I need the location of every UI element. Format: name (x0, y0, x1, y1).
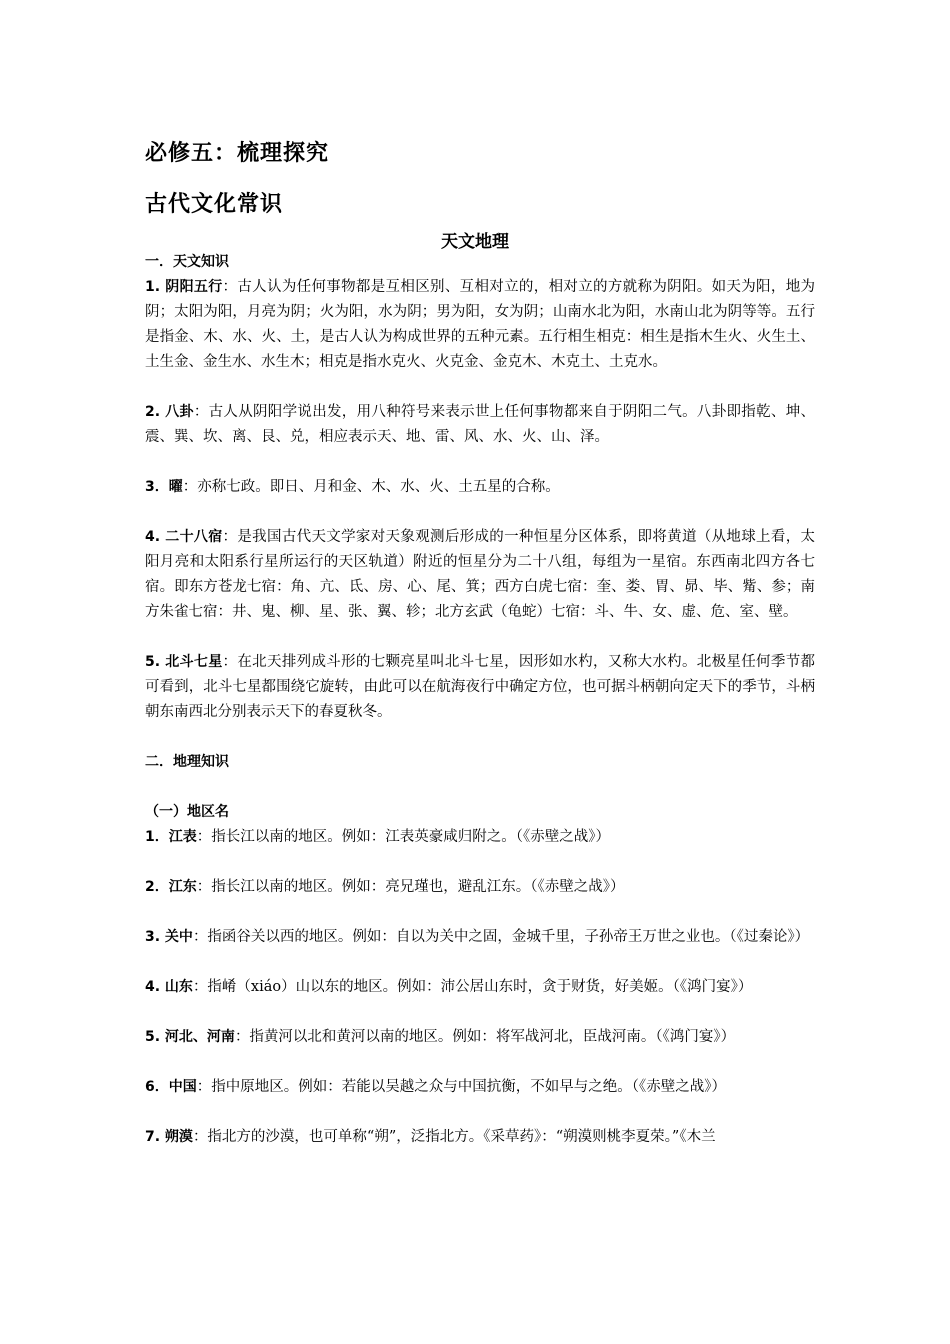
term-label: 4. 山东 (145, 979, 193, 995)
document-title: 必修五：梳理探究 (145, 141, 330, 166)
term-text: ：指长江以南的地区。例如：亮兄瑾也，避乱江东。（《赤壁之战》） (196, 879, 625, 895)
paragraph-guanzhong (145, 925, 815, 950)
term-label: 7. 朔漠 (145, 1129, 193, 1145)
term-text: ：指北方的沙漠，也可单称“朔”，泛指北方。《采草药》：“朔漠则桃李夏荣。”《木兰 (192, 1129, 716, 1145)
document-body (145, 250, 815, 1150)
paragraph-gap (145, 775, 815, 800)
term-label: 3. 关中 (145, 929, 193, 945)
paragraph-gap (145, 500, 815, 525)
paragraph-gap (145, 375, 815, 400)
term-label: 1．江表 (145, 829, 197, 845)
term-text: ：指函谷关以西的地区。例如：自以为关中之固，金城千里，子孙帝王万世之业也。（《过秦论》） (192, 929, 810, 945)
paragraph-gap (145, 450, 815, 475)
paragraph-28-mansions (145, 525, 815, 625)
subsection-heading-regions: （一）地区名 (145, 804, 229, 820)
paragraph-gap (145, 1100, 815, 1125)
term-text: ：指崤（xiáo）山以东的地区。例如：沛公居山东时，贪于财货，好美姬。（《鸿门宴》） (192, 979, 753, 995)
term-text: ：是我国古代天文学家对天象观测后形成的一种恒星分区体系，即将黄道（从地球上看，太阳月亮和太阳系行星所运行的天区轨道）附近的恒星分为二十八组，每组为一星宿。东西南北四方各七宿。即东方苍龙七宿：角、亢、氐、房、心、尾、箕；西方白虎七宿：奎、娄、胃、昴、毕、觜、参；南方朱雀七宿：井、鬼、柳、星、张、翼、轸；北方玄武（龟蛇）七宿：斗、牛、女、虚、危、室、壁。 (145, 529, 816, 620)
term-label: 1. 阴阳五行 (145, 279, 223, 295)
paragraph-gap (145, 900, 815, 925)
term-text: ：指中原地区。例如：若能以吴越之众与中国抗衡，不如早与之绝。（《赤壁之战》） (196, 1079, 726, 1095)
term-label: 6．中国 (145, 1079, 197, 1095)
term-text: ：在北天排列成斗形的七颗亮星叫北斗七星，因形如水杓，又称大水杓。北极星任何季节都可看到，北斗七星都围绕它旋转，由此可以在航海夜行中确定方位，也可据斗柄朝向定天下的季节，斗柄朝东南西北分别表示天下的春夏秋冬。 (145, 654, 816, 720)
paragraph-yinyang (145, 275, 815, 375)
section-heading-geography: 二．地理知识 (145, 754, 229, 770)
term-text: ：指黄河以北和黄河以南的地区。例如：将军战河北，臣战河南。（《鸿门宴》） (234, 1029, 736, 1045)
paragraph-zhongguo (145, 1075, 815, 1100)
term-label: 5. 北斗七星 (145, 654, 223, 670)
section-heading-astronomy: 一．天文知识 (145, 254, 229, 270)
paragraph-bagua (145, 400, 815, 450)
term-text: ：亦称七政。即日、月和金、木、水、火、土五星的合称。 (182, 479, 560, 495)
paragraph-gap (145, 725, 815, 750)
paragraph-yao (145, 475, 815, 500)
paragraph-jiangbiao (145, 825, 815, 850)
term-label: 5. 河北、河南 (145, 1029, 235, 1045)
paragraph-jiangdong (145, 875, 815, 900)
chapter-title: 天文地理 (441, 232, 509, 252)
paragraph-big-dipper (145, 650, 815, 725)
paragraph-gap (145, 850, 815, 875)
paragraph-gap (145, 1000, 815, 1025)
term-label: 4. 二十八宿 (145, 529, 223, 545)
term-text: ：古人从阴阳学说出发，用八种符号来表示世上任何事物都来自于阴阳二气。八卦即指乾、坤、震、巽、坎、离、艮、兑，相应表示天、地、雷、风、水、火、山、泽。 (145, 404, 815, 445)
paragraph-shuomo (145, 1125, 815, 1150)
paragraph-gap (145, 625, 815, 650)
paragraph-shandong (145, 975, 815, 1000)
term-label: 2．江东 (145, 879, 197, 895)
paragraph-gap (145, 950, 815, 975)
document-subtitle: 古代文化常识 (145, 192, 284, 217)
paragraph-gap (145, 1050, 815, 1075)
paragraph-hebei-henan (145, 1025, 815, 1050)
term-label: 3．曜 (145, 479, 183, 495)
term-label: 2. 八卦 (145, 404, 194, 420)
term-text: ：古人认为任何事物都是互相区别、互相对立的，相对立的方就称为阴阳。如天为阳，地为阴；太阳为阳，月亮为阴；火为阳，水为阴；男为阳，女为阴；山南水北为阳，水南山北为阴等等。五行是指金、木、水、火、土，是古人认为构成世界的五种元素。五行相生相克：相生是指木生火、火生土、土生金、金生水、水生木；相克是指水克火、火克金、金克木、木克土、土克水。 (145, 279, 816, 370)
term-text: ：指长江以南的地区。例如：江表英豪咸归附之。（《赤壁之战》） (196, 829, 610, 845)
